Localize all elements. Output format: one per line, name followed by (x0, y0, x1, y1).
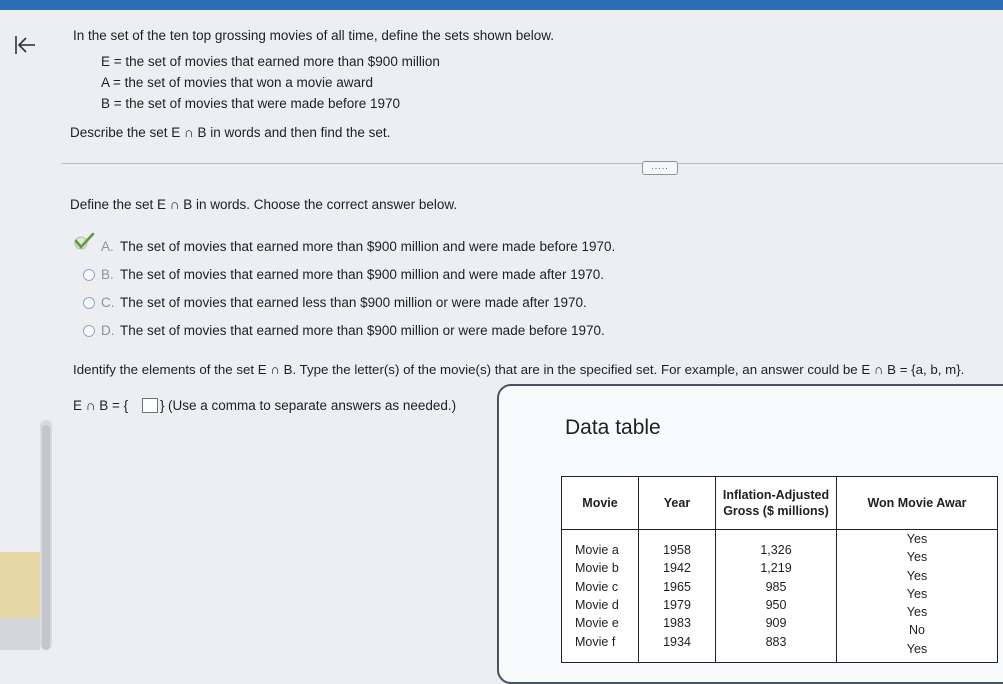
header-award: Won Movie Awar (837, 477, 998, 530)
answer-suffix: } (160, 398, 165, 413)
definition-e: E = the set of movies that earned more than $900 million (101, 54, 440, 69)
movie-award: Yes (906, 568, 928, 583)
definition-b: B = the set of movies that were made before 1970 (101, 96, 401, 111)
side-color-strip (0, 552, 40, 618)
movie-year: 1934 (663, 634, 691, 649)
movie-gross: 883 (765, 634, 787, 649)
award-column (837, 530, 998, 663)
expand-more-button[interactable]: ..... (642, 161, 678, 175)
movie-year: 1942 (663, 561, 691, 576)
option-b-radio[interactable] (83, 269, 95, 281)
movie-gross: 950 (765, 598, 787, 613)
movie-award: No (909, 623, 925, 638)
section-divider (62, 163, 1003, 164)
correct-check-icon (73, 232, 95, 252)
data-table-title: Data table (565, 416, 661, 439)
movie-award: Yes (906, 605, 928, 620)
movie-award: Yes (906, 550, 928, 565)
movie-gross: 1,219 (760, 561, 792, 576)
movie-name: Movie d (575, 598, 619, 613)
option-d-text[interactable]: The set of movies that earned more than $900 million or were made before 1970. (120, 323, 605, 338)
side-gray-strip (0, 618, 40, 650)
option-d-radio[interactable] (83, 325, 95, 337)
movie-name: Movie b (575, 561, 619, 576)
header-gross: Inflation-Adjusted Gross ($ millions) (716, 477, 837, 530)
question-intro: In the set of the ten top grossing movies of all time, define the sets shown below. (73, 28, 555, 43)
option-c-letter: C. (101, 295, 115, 310)
scrollbar-thumb[interactable] (42, 425, 50, 650)
movie-year: 1983 (663, 616, 691, 631)
option-b-letter: B. (101, 267, 114, 282)
movie-name: Movie c (575, 579, 619, 594)
option-b-text[interactable]: The set of movies that earned more than $900 million and were made after 1970. (120, 267, 605, 282)
answer-input[interactable] (142, 398, 158, 413)
year-column (639, 530, 716, 663)
option-a-letter: A. (101, 239, 114, 254)
question-instruction: Describe the set E ∩ B in words and then find the set. (70, 125, 391, 140)
option-d-letter: D. (101, 323, 115, 338)
movie-award: Yes (906, 641, 928, 656)
movie-gross: 909 (765, 616, 787, 631)
header-year: Year (639, 477, 716, 530)
movie-year: 1958 (663, 543, 691, 558)
movie-column (562, 530, 639, 663)
movie-name: Movie a (575, 543, 619, 558)
movie-award: Yes (906, 586, 928, 601)
answer-hint: (Use a comma to separate answers as needed.) (168, 398, 457, 413)
header-movie: Movie (562, 477, 639, 530)
movie-gross: 985 (765, 579, 787, 594)
definition-a: A = the set of movies that won a movie award (101, 75, 374, 90)
movie-award: Yes (906, 532, 928, 546)
top-bar (0, 0, 1003, 10)
movie-year: 1965 (663, 579, 691, 594)
gross-column (716, 530, 837, 663)
answer-prefix: E ∩ B = { (73, 398, 129, 413)
movie-name: Movie f (575, 634, 616, 649)
part1-prompt: Define the set E ∩ B in words. Choose the correct answer below. (70, 197, 458, 212)
movie-name: Movie e (575, 616, 619, 631)
option-a-text[interactable]: The set of movies that earned more than $900 million and were made before 1970. (120, 239, 616, 254)
collapse-left-icon[interactable] (12, 32, 38, 58)
data-table (561, 476, 998, 663)
part2-prompt: Identify the elements of the set E ∩ B. Type the letter(s) of the movie(s) that are in the specified set. For example, an answer could be E ∩ B = {a, b, m}. (73, 362, 965, 377)
movie-year: 1979 (663, 598, 691, 613)
option-c-text[interactable]: The set of movies that earned less than $900 million or were made after 1970. (120, 295, 587, 310)
movie-gross: 1,326 (760, 543, 792, 558)
option-c-radio[interactable] (83, 297, 95, 309)
